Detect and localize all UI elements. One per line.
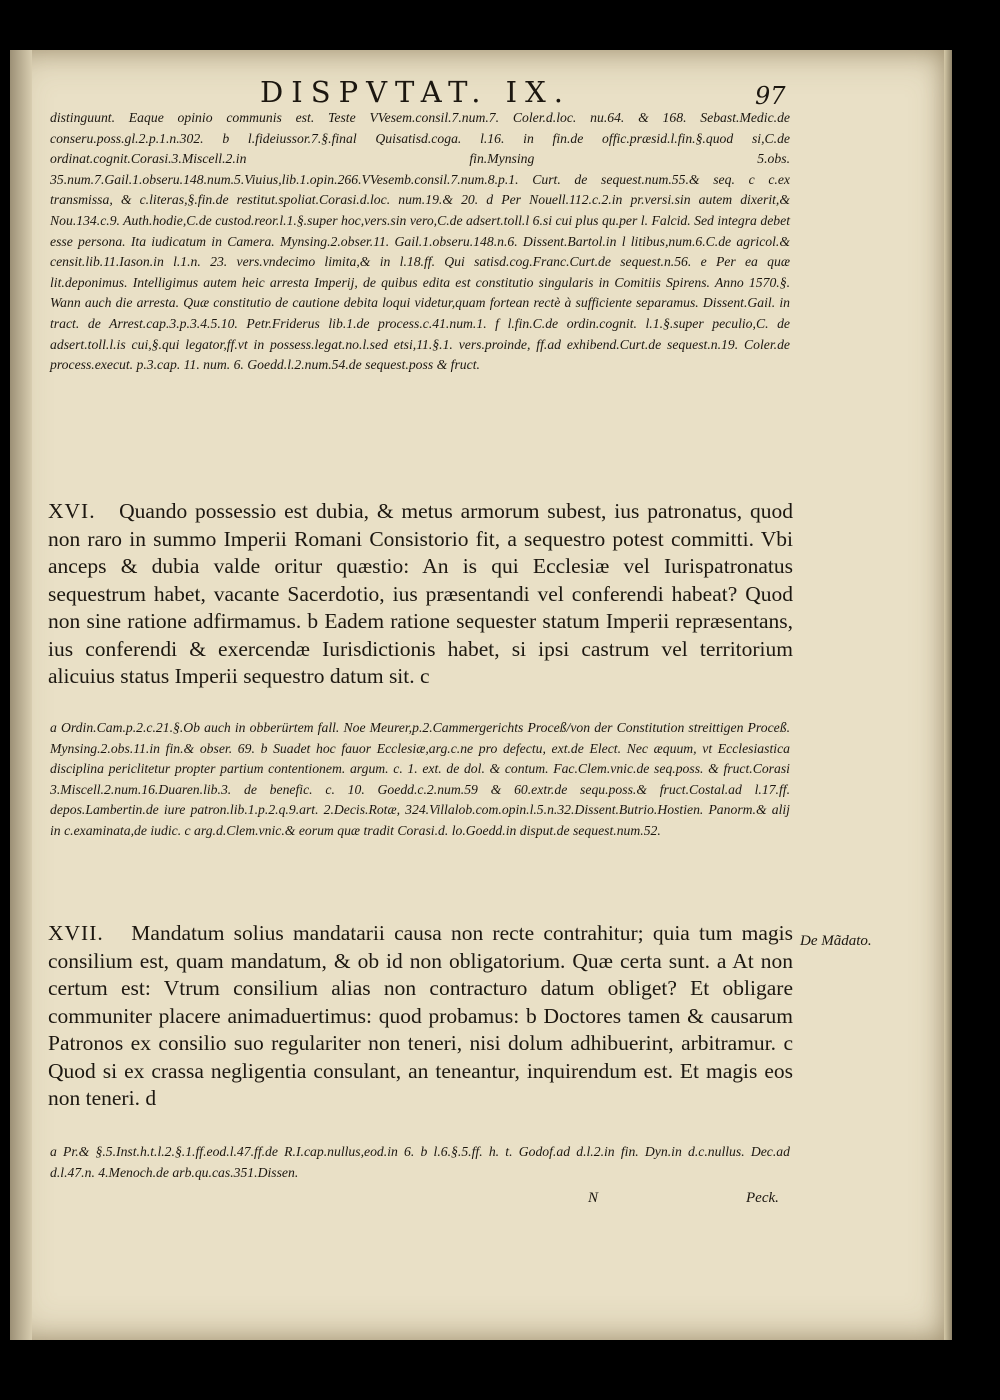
running-head: DISPVTAT. IX. [260,75,571,109]
section-xvii [48,920,793,1113]
section-number: XVI. [48,499,96,523]
footnotes-block-2 [50,718,790,842]
catchword: Peck. [746,1190,779,1206]
page-right-edge [944,50,952,1340]
footnote-text: distinguunt. Eaque opinio communis est. Teste VVesem.consil.7.num.7. Coler.d.loc. nu.64. & 168. Sebast.Medic.de conseru.poss.gl.2.p.1.n.302. b l.fideiussor.7.§.final Quisatisd.coga. l.16. in fin.de offic.præsid.l.fin.§.quod si,C.de ordinat.cognit.Corasi.3.Miscell.2.in fin.Mynsing 5.obs. 35.num.7.Gail.1.obseru.148.num.5.Viuius,lib.1.opin.266.VVesemb.consil.7.num.8.p.1. Curt. de sequest.num.55.& seq. c c.ex transmissa, & c.literas,§.fin.de restitut.spoliat.Corasi.d.loc. num.19.& 20. d Per Nouell.112.c.2.in pr.versi.sin autem dixerit,& Nou.134.c.9. Auth.hodie,C.de custod.reor.l.1.§.super hoc,vers.sin vero,C.de adsert.toll.l 6.si cui plus qu.per l. Falcid. Sed integra debet esse persona. Ita iudicatum in Camera. Mynsing.2.obser.11. Gail.1.obseru.148.n.6. Dissent.Bartol.in l litibus,num.6.C.de agricol.& censit.lib.11.Iason.in l.1.n. 23. vers.vndecimo limita,& in l.18.ff. Qui satisd.cog.Franc.Curt.de sequest.n.56. e Per ea quæ lit.deponimus. Intelligimus autem heic arresta Imperij, de quibus edita est constitutio singularis in Comitiis Spirens. Anno 1570.§. Wann auch die arresta. Quæ constitutio de cautione debita loqui videtur,quam fortean rectè à sufficiente separamus. Dissent.Gail. in tract. de Arrest.cap.3.p.3.4.5.10. Petr.Friderus lib.1.de process.c.41.num.1. f l.fin.C.de ordin.cognit. l.1.§.super peculio,C. de adsert.toll.l.is cui,§.qui legator,ff.vt in possess.legat.no.l.sed etsi,11.§.1. vers.proinde, ff.ad exhibend.Curt.de sequest.n.19. Coler.de process.execut. p.3.cap. 11. num. 6. Goedd.l.2.num.54.de sequest.poss & fruct. [50,110,790,373]
page-number: 97 [755,82,786,110]
section-text: Quando possessio est dubia, & metus armorum subest, ius patronatus, quod non raro in summo Imperii Romani Consistorio fit, a sequestro potest committi. Vbi anceps & dubia valde oritur quæstio: An is qui Ecclesiæ vel Iurispatronatus sequestrum habet, vacante Sacerdotio, ius præsentandi vel conferendi habeat? Quod non sine ratione adfirmamus. b Eadem ratione sequester statum Imperii repræsentans, ius conferendi & exercendæ Iurisdictionis habet, si ipsi castrum vel territorium alicuius status Imperii sequestro datum sit. c [48,499,793,688]
signature-mark: N [588,1190,599,1206]
footnote-text: a Ordin.Cam.p.2.c.21.§.Ob auch in obberürtem fall. Noe Meurer,p.2.Cammergerichts Proceß/von der Constitution streittigen Proceß. Mynsing.2.obs.11.in fin.& obser. 69. b Suadet hoc fauor Ecclesiæ,arg.c.ne pro defectu, ext.de Elect. Nec æquum, vt Ecclesiastica disciplina periclitetur propter partium contentionem. argum. c. 1. ext. de dol. & contum. Fac.Clem.vnic.de seq.poss. & fruct.Corasi 3.Miscell.2.num.16.Duaren.lib.3. de benefic. c. 10. Goedd.c.2.num.59 & 60.extr.de sequ.poss.& fruct.Costal.ad l.17.ff. depos.Lambertin.de iure patron.lib.1.p.2.q.9.art. 2.Decis.Rotæ, 324.Villalob.com.opin.l.5.n.32.Dissent.Butrio.Hostien. Panorm.& alij in c.examinata,de iudic. c arg.d.Clem.vnic.& eorum quæ tradit Corasi.d. lo.Goedd.in disput.de sequest.num.52. [50,720,790,838]
book-page [10,50,952,1340]
margin-note: De Mãdato. [800,933,872,949]
section-text: Mandatum solius mandatarii causa non recte contrahitur; quia tum magis consilium est, quam mandatum, & ob id non obligatorium. Quæ certa sunt. a At non certum est: Vtrum consilium alias non contracturo datum obliget? Et obligare communiter placere animaduertimus: quod probamus: b Doctores tamen & causarum Patronos ex consilio suo regulariter non teneri, nisi dolum adhibuerint, arbitramur. c Quod si ex crassa negligentia consulant, an teneantur, inquirendum est. Et magis eos non teneri. d [48,921,793,1110]
section-number: XVII. [48,921,104,945]
section-xvi [48,498,793,691]
footnotes-block-3 [50,1142,790,1183]
page-left-edge [10,50,32,1340]
footnotes-block-1 [50,108,790,376]
footnote-text: a Pr.& §.5.Inst.h.t.l.2.§.1.ff.eod.l.47.ff.de R.I.cap.nullus,eod.in 6. b l.6.§.5.ff. h. t. Godof.ad d.l.2.in fin. Dyn.in d.c.nullus. Dec.ad d.l.47.n. 4.Menoch.de arb.qu.cas.351.Dissen. [50,1144,790,1180]
